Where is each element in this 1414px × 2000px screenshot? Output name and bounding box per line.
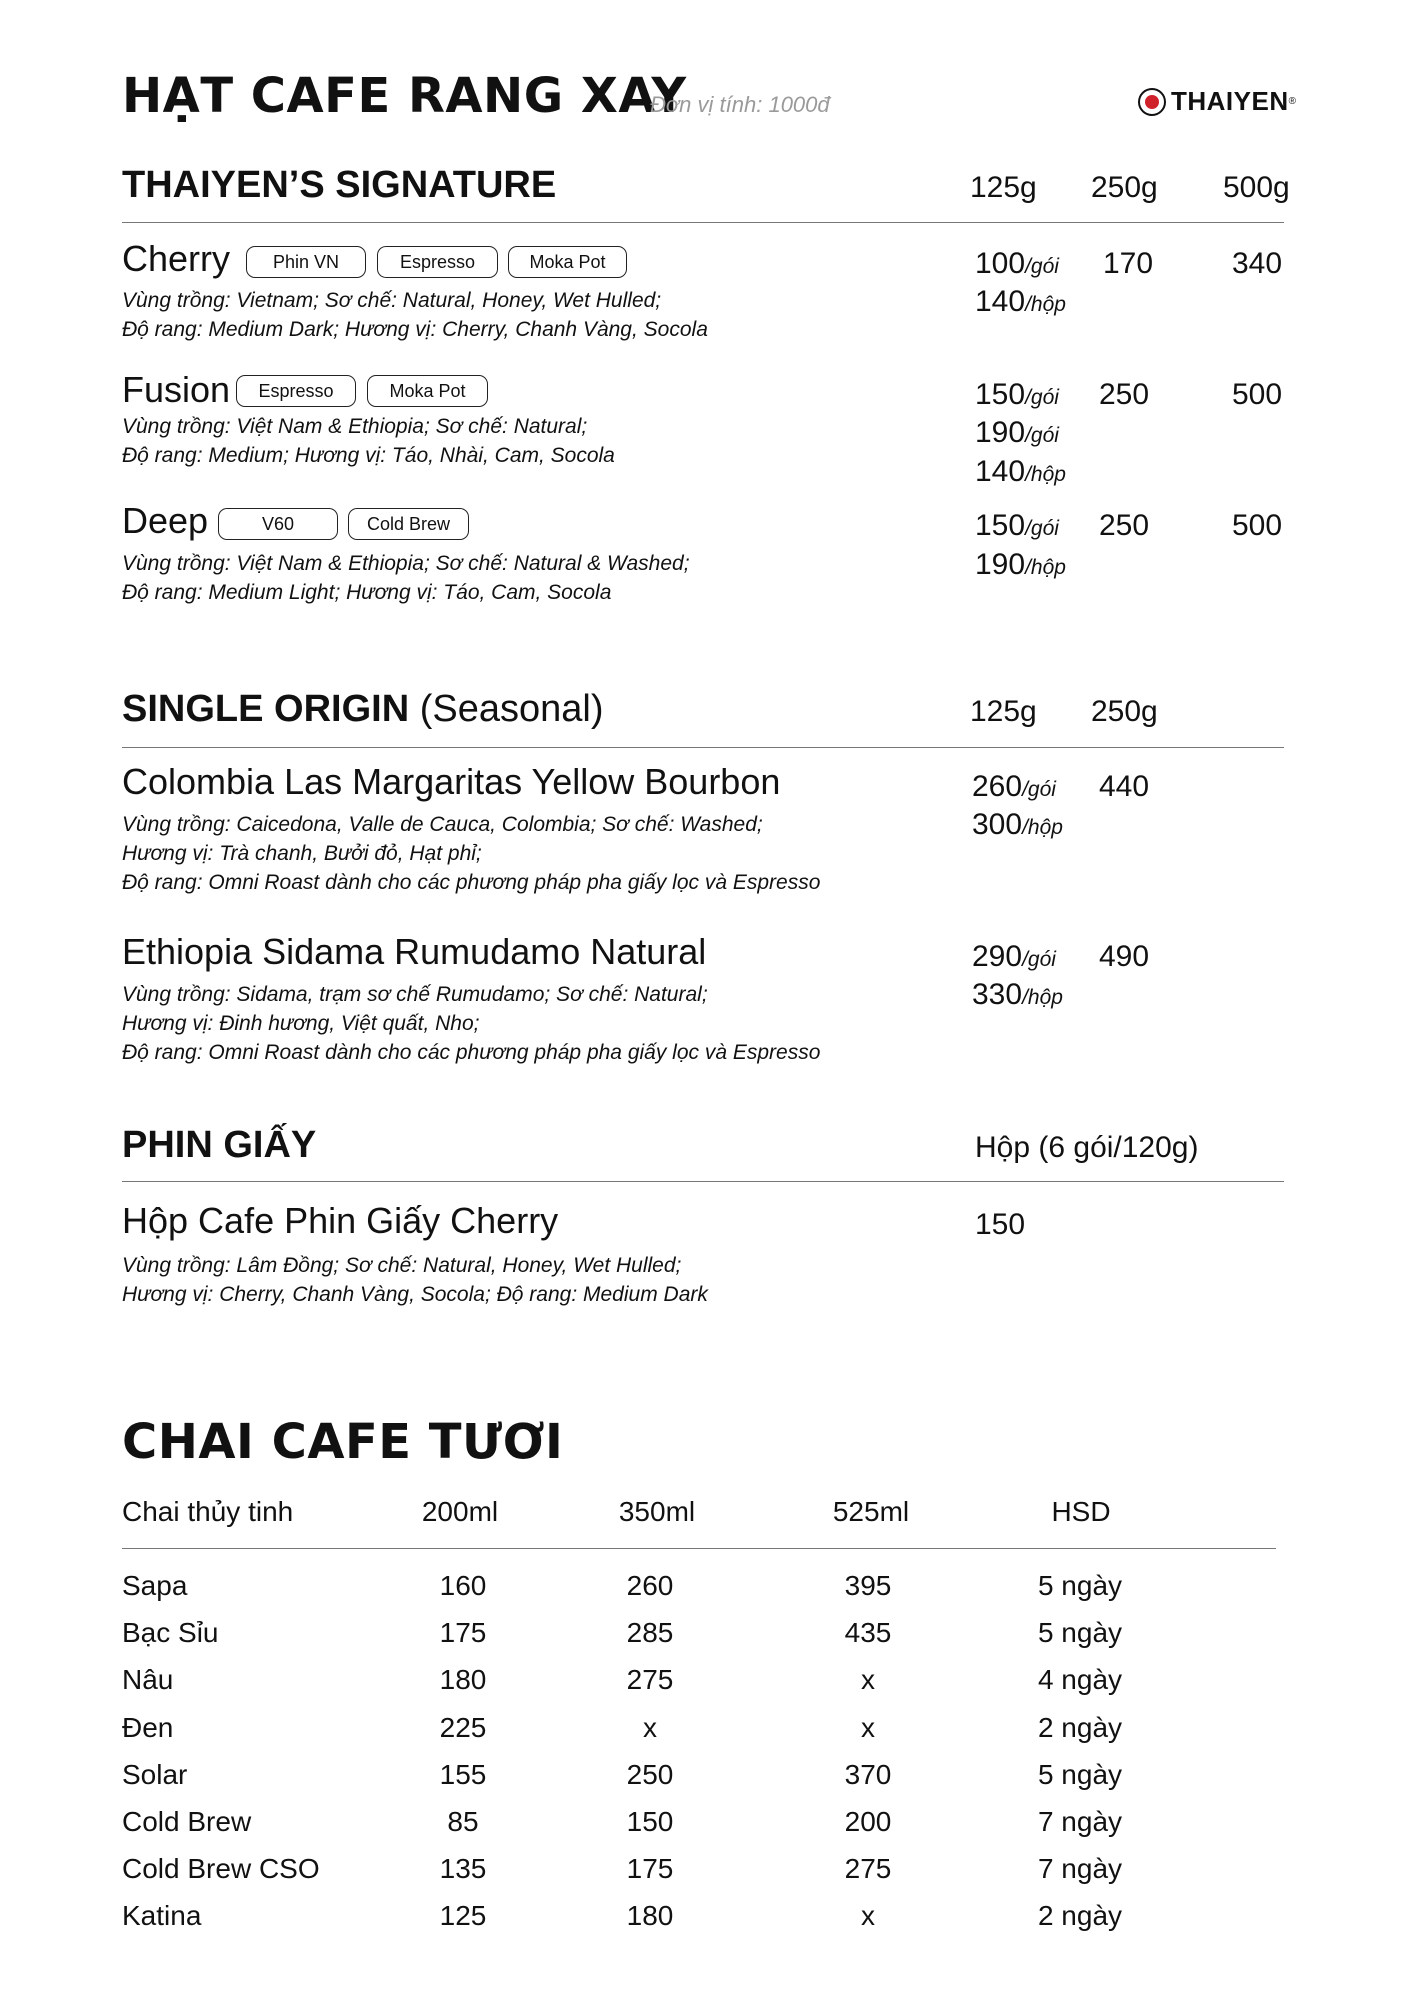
- price-125-box: 140/hộp: [975, 285, 1066, 318]
- shelf-life: 7 ngày: [1037, 1853, 1123, 1885]
- bottle-name: Bạc Sỉu: [122, 1617, 219, 1649]
- price-525ml: x: [861, 1664, 875, 1696]
- product-desc-line: Độ rang: Omni Roast dành cho các phương pháp pha giấy lọc và Espresso: [122, 871, 821, 894]
- product-desc-line: Độ rang: Omni Roast dành cho các phương pháp pha giấy lọc và Espresso: [122, 1041, 821, 1064]
- signature-size-250: 250g: [1091, 171, 1158, 204]
- bottle-name: Solar: [122, 1758, 188, 1790]
- product-name-colombia: Colombia Las Margaritas Yellow Bourbon: [122, 761, 781, 802]
- product-desc-line: Vùng trồng: Sidama, trạm sơ chế Rumudamo; Sơ chế: Natural;: [122, 983, 708, 1006]
- page-title: HẠT CAFE RANG XAY: [122, 68, 687, 124]
- bottles-col-header-hsd: HSD: [1051, 1496, 1111, 1527]
- bottles-col-header-name: Chai thủy tinh: [122, 1496, 294, 1527]
- signature-size-500: 500g: [1223, 171, 1290, 204]
- shelf-life: 2 ngày: [1037, 1900, 1123, 1932]
- single-origin-divider: [122, 747, 1284, 748]
- shelf-life: 7 ngày: [1037, 1806, 1123, 1837]
- price-200ml: 160: [439, 1570, 487, 1601]
- product-desc-line: Độ rang: Medium Light; Hương vị: Táo, Cam, Socola: [122, 581, 612, 604]
- tag-moka-pot: Moka Pot: [367, 375, 488, 407]
- bottle-name: Sapa: [122, 1570, 188, 1601]
- single-origin-size-125: 125g: [970, 695, 1037, 728]
- price-500: 340: [1232, 247, 1283, 280]
- price-200ml: 155: [439, 1758, 487, 1790]
- price-125-pack: 260/gói: [972, 770, 1056, 803]
- shelf-life: 4 ngày: [1037, 1664, 1123, 1696]
- product-desc-line: Hương vị: Trà chanh, Bưởi đỏ, Hạt phỉ;: [122, 842, 482, 865]
- price-350ml: 150: [626, 1806, 674, 1837]
- product-name-fusion: Fusion: [122, 369, 231, 410]
- bottles-heading: CHAI CAFE TƯƠI: [122, 1414, 564, 1470]
- product-desc-line: Vùng trồng: Caicedona, Valle de Cauca, Colombia; Sơ chế: Washed;: [122, 813, 763, 836]
- product-name-cherry: Cherry: [122, 238, 231, 279]
- price-125-pack: 150/gói: [975, 509, 1059, 542]
- bottles-col-header-350: 350ml: [618, 1496, 696, 1527]
- price-250: 170: [1103, 247, 1154, 280]
- phin-giay-heading: PHIN GIẤY: [122, 1124, 317, 1166]
- signature-heading: THAIYEN’S SIGNATURE: [122, 164, 557, 206]
- price-250: 250: [1099, 509, 1150, 542]
- thaiyen-logo: [1138, 86, 1296, 117]
- shelf-life: 5 ngày: [1037, 1758, 1123, 1790]
- phin-giay-size: Hộp (6 gói/120g): [975, 1131, 1199, 1164]
- single-origin-heading: SINGLE ORIGIN (Seasonal): [122, 688, 604, 730]
- price-200ml: 125: [439, 1900, 487, 1932]
- price-250: 250: [1099, 378, 1150, 411]
- bottles-col-header-200: 200ml: [421, 1496, 499, 1527]
- price-500: 500: [1232, 509, 1283, 542]
- price-125-box: 190/hộp: [975, 548, 1066, 581]
- product-desc-line: Hương vị: Đinh hương, Việt quất, Nho;: [122, 1012, 480, 1035]
- price-525ml: 370: [844, 1758, 892, 1790]
- price-525ml: 275: [844, 1853, 892, 1885]
- tag-espresso: Espresso: [236, 375, 356, 407]
- logo-text: THAIYEN: [1171, 86, 1289, 116]
- bottle-name: Katina: [122, 1900, 202, 1932]
- price-200ml: 135: [439, 1853, 487, 1885]
- price-525ml: 395: [844, 1570, 892, 1601]
- product-desc-line: Độ rang: Medium; Hương vị: Táo, Nhài, Cam, Socola: [122, 444, 615, 467]
- shelf-life: 5 ngày: [1037, 1617, 1123, 1649]
- product-name-phin-giay: Hộp Cafe Phin Giấy Cherry: [122, 1200, 559, 1241]
- price-box: 150: [975, 1208, 1026, 1241]
- shelf-life: 2 ngày: [1037, 1711, 1123, 1743]
- signature-divider: [122, 222, 1284, 223]
- price-200ml: 180: [439, 1664, 487, 1696]
- logo-circle-icon: [1138, 88, 1166, 116]
- unit-note: Đơn vị tính: 1000đ: [650, 92, 830, 117]
- price-350ml: 285: [626, 1617, 674, 1649]
- shelf-life: 5 ngày: [1037, 1570, 1123, 1601]
- price-350ml: 175: [626, 1853, 674, 1885]
- tag-phin-vn: Phin VN: [246, 246, 366, 278]
- price-350ml: 260: [626, 1570, 674, 1601]
- tag-moka-pot: Moka Pot: [508, 246, 627, 278]
- bottles-divider: [122, 1548, 1276, 1549]
- product-name-ethiopia: Ethiopia Sidama Rumudamo Natural: [122, 931, 707, 972]
- product-desc-line: Hương vị: Cherry, Chanh Vàng, Socola; Độ rang: Medium Dark: [122, 1283, 708, 1306]
- price-525ml: x: [861, 1900, 875, 1932]
- price-525ml: 200: [844, 1806, 892, 1837]
- price-500: 500: [1232, 378, 1283, 411]
- price-125-pack: 290/gói: [972, 940, 1056, 973]
- logo-registered-mark: ®: [1288, 96, 1296, 107]
- price-350ml: 250: [626, 1758, 674, 1790]
- bottle-name: Cold Brew CSO: [122, 1853, 320, 1885]
- price-250: 490: [1099, 940, 1150, 973]
- tag-cold-brew: Cold Brew: [348, 508, 469, 540]
- tag-espresso: Espresso: [377, 246, 498, 278]
- price-200ml: 175: [439, 1617, 487, 1649]
- single-origin-size-250: 250g: [1091, 695, 1158, 728]
- product-desc-line: Vùng trồng: Việt Nam & Ethiopia; Sơ chế: Natural & Washed;: [122, 552, 690, 575]
- product-desc-line: Vùng trồng: Vietnam; Sơ chế: Natural, Honey, Wet Hulled;: [122, 289, 662, 312]
- price-125-box: 300/hộp: [972, 808, 1063, 841]
- price-350ml: 275: [626, 1664, 674, 1696]
- product-desc-line: Vùng trồng: Việt Nam & Ethiopia; Sơ chế: Natural;: [122, 415, 588, 438]
- price-200ml: 225: [439, 1711, 487, 1743]
- bottle-name: Cold Brew: [122, 1806, 252, 1837]
- price-350ml: x: [643, 1711, 657, 1743]
- price-125-pack: 190/gói: [975, 416, 1059, 449]
- bottles-col-header-525: 525ml: [832, 1496, 910, 1527]
- price-125-box: 330/hộp: [972, 978, 1063, 1011]
- bottle-name: Nâu: [122, 1664, 174, 1696]
- tag-v60: V60: [218, 508, 338, 540]
- phin-giay-divider: [122, 1181, 1284, 1182]
- price-125-pack: 100/gói: [975, 247, 1059, 280]
- price-125-box: 140/hộp: [975, 455, 1066, 488]
- price-125-pack: 150/gói: [975, 378, 1059, 411]
- price-250: 440: [1099, 770, 1150, 803]
- price-350ml: 180: [626, 1900, 674, 1932]
- product-desc-line: Vùng trồng: Lâm Đồng; Sơ chế: Natural, Honey, Wet Hulled;: [122, 1254, 682, 1277]
- price-525ml: 435: [844, 1617, 892, 1649]
- price-525ml: x: [861, 1711, 875, 1743]
- product-desc-line: Độ rang: Medium Dark; Hương vị: Cherry, Chanh Vàng, Socola: [122, 318, 708, 341]
- bottle-name: Đen: [122, 1711, 174, 1743]
- product-name-deep: Deep: [122, 500, 209, 541]
- price-200ml: 85: [447, 1806, 479, 1837]
- signature-size-125: 125g: [970, 171, 1037, 204]
